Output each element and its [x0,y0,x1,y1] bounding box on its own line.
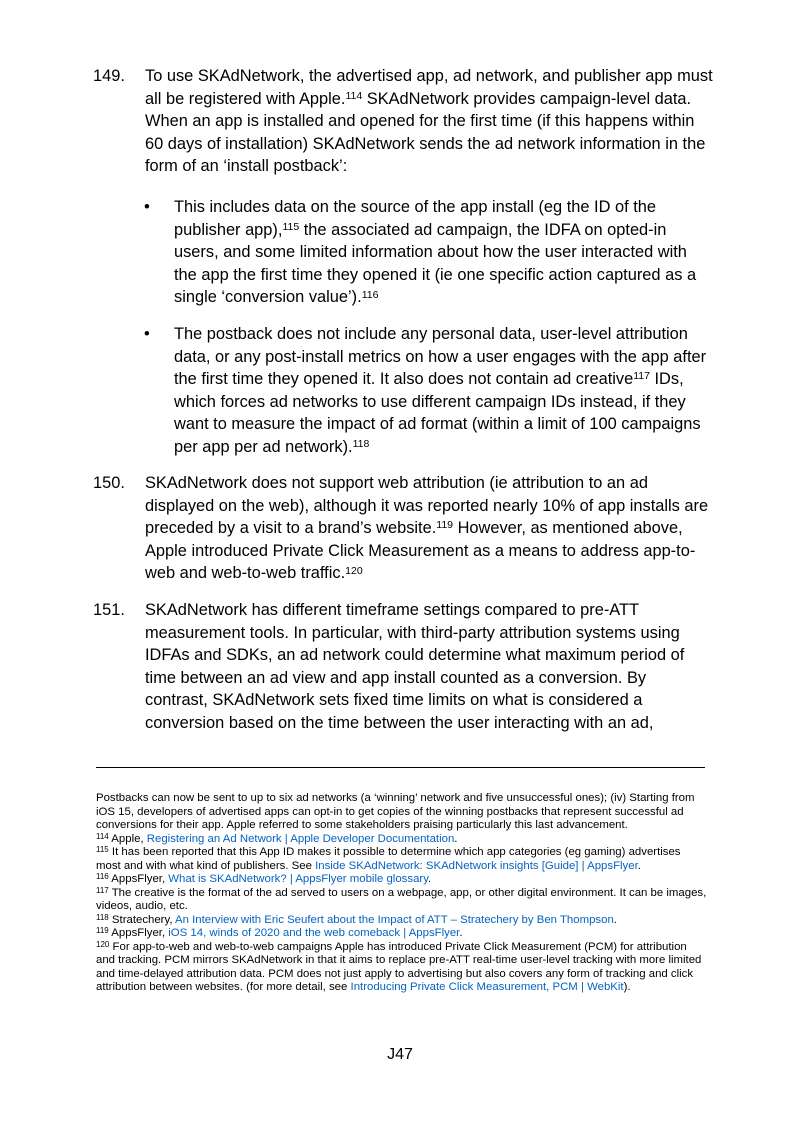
footnote-continuation: Postbacks can now be sent to up to six ad networks (a ‘winning’ network and five unsuccessful ones); (iv) Starting from iOS 15, developers of advertised apps can opt-in to get copies of the winning postbacks that represent successful ad conversions for their app. Apple referred to some stakeholders praising particularly this last advancement. [96,792,695,831]
bullet-text: The postback does not include any personal data, user-level attribution data, or any post-install metrics on how a user engages with the app after the first time they opened it. It also does not contain ad creative$^{117}$ IDs, which forces ad networks to use different campaign IDs instead, if they want to measure the impact of ad format (within a limit of 100 campaigns per app per ad network).$^{118}$ [174,325,707,456]
footnote-114: $^{114}$ Apple, Registering an Ad Network | Apple Developer Documentation. [96,831,458,845]
footnote-117: $^{117}$ The creative is the format of the ad served to users on a webpage, app, or other digital environment. It can be images, videos, audio, etc. [96,885,707,912]
footnote-separator [96,767,705,768]
footnote-ref-115[interactable]: 115 [282,220,300,233]
footnote-ref-118[interactable]: 118 [352,438,370,451]
bullet-item [144,196,709,309]
footnote-ref-120[interactable]: 120 [345,564,363,577]
bullet-marker: • [144,198,150,216]
paragraph-text: SKAdNetwork has different timeframe settings compared to pre-ATT measurement tools. In particular, with third-party attribution systems using IDFAs and SDKs, an ad network could determine what maximum period of time between an ad view and app install counted as a conversion. By contrast, SKAdNetwork sets fixed time limits on what is considered a conversion based on the time between the user interacting with an ad, [145,601,685,732]
footnote-link[interactable]: An Interview with Eric Seufert about the Impact of ATT – Stratechery by Ben Thompson [175,913,614,926]
bullet-item [144,323,709,459]
paragraph-number: 149. [93,67,125,85]
bullet-text: This includes data on the source of the app install (eg the ID of the publisher app),$^{115}$ the associated ad campaign, the IDFA on opted-in users, and some limited information about how the user interacted with the app the first time they opened it (ie one specific action captured as a single ‘conversion value’).$^{116}$ [174,198,697,307]
footnote-ref-117[interactable]: 117 [633,370,650,383]
footnote-115: $^{115}$ It has been reported that this App ID makes it possible to determine which app categories (eg gaming) advertises most and with what kind of publishers. See Inside SKAdNetwork: SKAdNetwork insights [Guide] | AppsFlyer. [96,845,681,872]
paragraph-150 [93,472,713,585]
footnote-119: $^{119}$ AppsFlyer, iOS 14, winds of 2020 and the web comeback | AppsFlyer. [96,926,463,939]
page-number: J47 [387,1046,413,1063]
paragraph-number: 151. [93,601,125,619]
footnote-link[interactable]: Registering an Ad Network | Apple Developer Documentation [146,832,455,845]
footnote-link[interactable]: Introducing Private Click Measurement, PCM | WebKit [350,981,624,993]
footnote-118: $^{118}$ Stratechery, An Interview with Eric Seufert about the Impact of ATT – Stratechery by Ben Thompson. [96,912,617,926]
footnote-link[interactable]: iOS 14, winds of 2020 and the web comeback | AppsFlyer [168,927,460,939]
footnote-link[interactable]: Inside SKAdNetwork: SKAdNetwork insights [Guide] | AppsFlyer [315,859,638,872]
paragraph-number: 150. [93,474,125,492]
footnote-link[interactable]: What is SKAdNetwork? | AppsFlyer mobile glossary [168,873,429,885]
footnote-116: $^{116}$ AppsFlyer, What is SKAdNetwork? | AppsFlyer mobile glossary. [96,872,432,885]
paragraph-text: To use SKAdNetwork, the advertised app, ad network, and publisher app must all be registered with Apple.$^{114}$ SKAdNetwork provides campaign-level data. When an app is installed and opened for the first time (if this happens within 60 days of installation) SKAdNetwork sends the ad network information in the form of an ‘install postback’: [145,67,713,176]
paragraph-151 [93,599,713,735]
footnotes [96,792,708,995]
bullet-marker: • [144,325,150,343]
paragraph-text: SKAdNetwork does not support web attribution (ie attribution to an ad displayed on the web), although it was reported nearly 10% of app installs are preceded by a visit to a brand’s website.$^{119}$ However, as mentioned above, Apple introduced Private Click Measurement as a means to address app-to-web and web-to-web traffic.$^{120}$ [145,474,709,583]
footnote-120: $^{120}$ For app-to-web and web-to-web campaigns Apple has introduced Private Click Measurement (PCM) for attribution and tracking. PCM mirrors SKAdNetwork in that it aims to replace pre-ATT real-time user-level tracking with more limited and time-delayed attribution data. PCM does not just apply to advertising but also covers any form of tracking and click attribution between websites. (for more detail, see Introducing Private Click Measurement, PCM | WebKit). [96,939,702,993]
paragraph-149 [93,65,713,178]
footnote-ref-114[interactable]: 114 [345,89,363,102]
footnote-ref-116[interactable]: 116 [361,288,379,301]
footnote-ref-119[interactable]: 119 [436,519,454,532]
